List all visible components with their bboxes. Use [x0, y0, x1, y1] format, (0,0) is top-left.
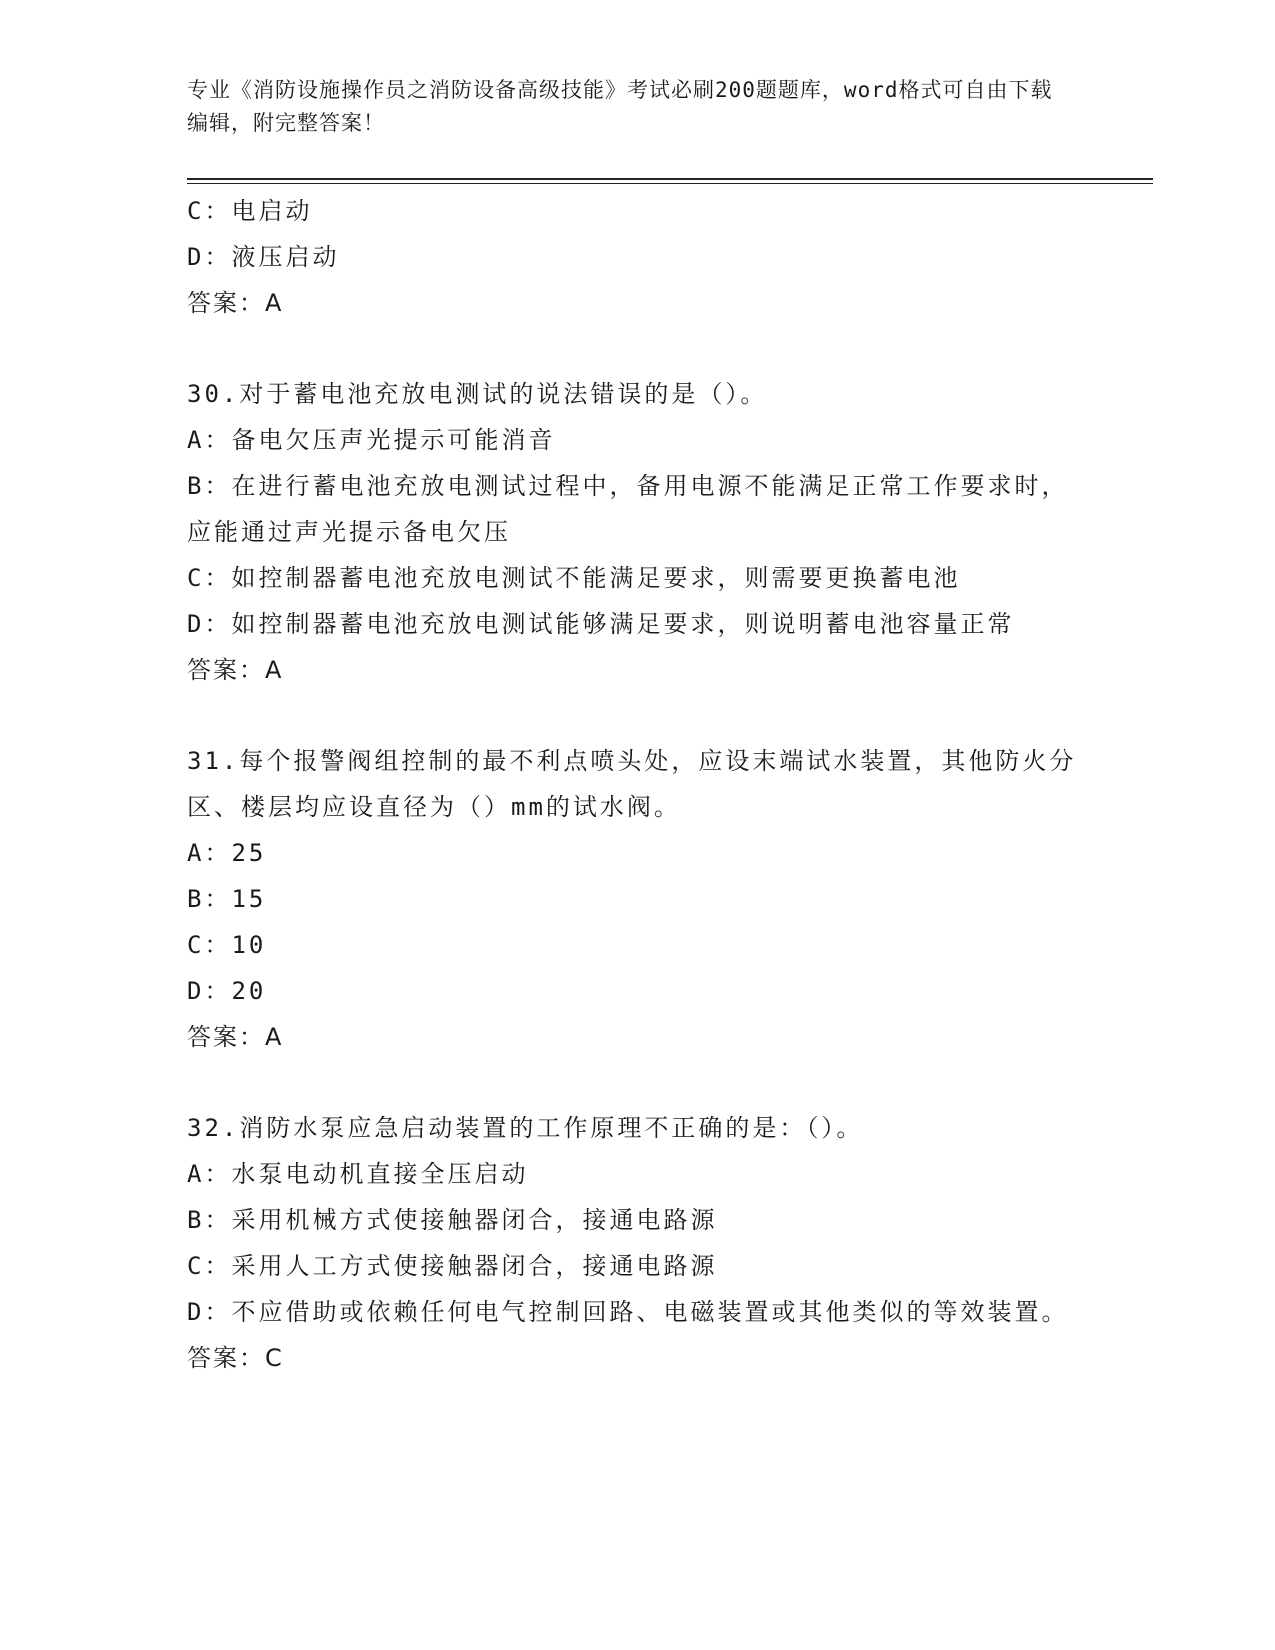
option-a: A：水泵电动机直接全压启动 — [187, 1160, 529, 1188]
answer-line: 答案：C — [187, 1344, 284, 1372]
option-a: A：备电欠压声光提示可能消音 — [187, 426, 556, 454]
option-b: B：采用机械方式使接触器闭合，接通电路源 — [187, 1206, 718, 1234]
question-block-prev — [187, 188, 1087, 326]
option-c: C：10 — [187, 931, 267, 959]
option-d: D：不应借助或依赖任何电气控制回路、电磁装置或其他类似的等效装置。 — [187, 1298, 1069, 1326]
option-a: A：25 — [187, 839, 267, 867]
question-stem: 30.对于蓄电池充放电测试的说法错误的是（）。 — [187, 380, 768, 408]
option-d: D：20 — [187, 977, 267, 1005]
option-c: C：如控制器蓄电池充放电测试不能满足要求，则需要更换蓄电池 — [187, 564, 961, 592]
option-d: D：如控制器蓄电池充放电测试能够满足要求，则说明蓄电池容量正常 — [187, 610, 1015, 638]
answer-line: 答案：A — [187, 289, 284, 317]
question-block-31 — [187, 738, 1087, 1060]
header-divider-thin — [187, 183, 1153, 184]
answer-line: 答案：A — [187, 1023, 284, 1051]
question-stem: 31.每个报警阀组控制的最不利点喷头处，应设末端试水装置，其他防火分区、楼层均应设直径为（）mm的试水阀。 — [187, 747, 1077, 821]
spacer — [187, 326, 1087, 371]
option-b: B：15 — [187, 885, 267, 913]
option-c: C：采用人工方式使接触器闭合，接通电路源 — [187, 1252, 718, 1280]
document-body — [187, 188, 1087, 1381]
question-block-32 — [187, 1105, 1087, 1381]
spacer — [187, 693, 1087, 738]
option-d: D：液压启动 — [187, 243, 340, 271]
answer-line: 答案：A — [187, 656, 284, 684]
question-block-30 — [187, 371, 1087, 693]
spacer — [187, 1060, 1087, 1105]
option-c: C：电启动 — [187, 197, 313, 225]
header-divider-thick — [187, 178, 1153, 180]
option-b: B：在进行蓄电池充放电测试过程中，备用电源不能满足正常工作要求时，应能通过声光提示备电欠压 — [187, 472, 1069, 546]
document-header: 专业《消防设施操作员之消防设备高级技能》考试必刷200题题库，word格式可自由下载编辑，附完整答案！ — [187, 78, 1053, 135]
question-stem: 32.消防水泵应急启动装置的工作原理不正确的是：（）。 — [187, 1114, 864, 1142]
